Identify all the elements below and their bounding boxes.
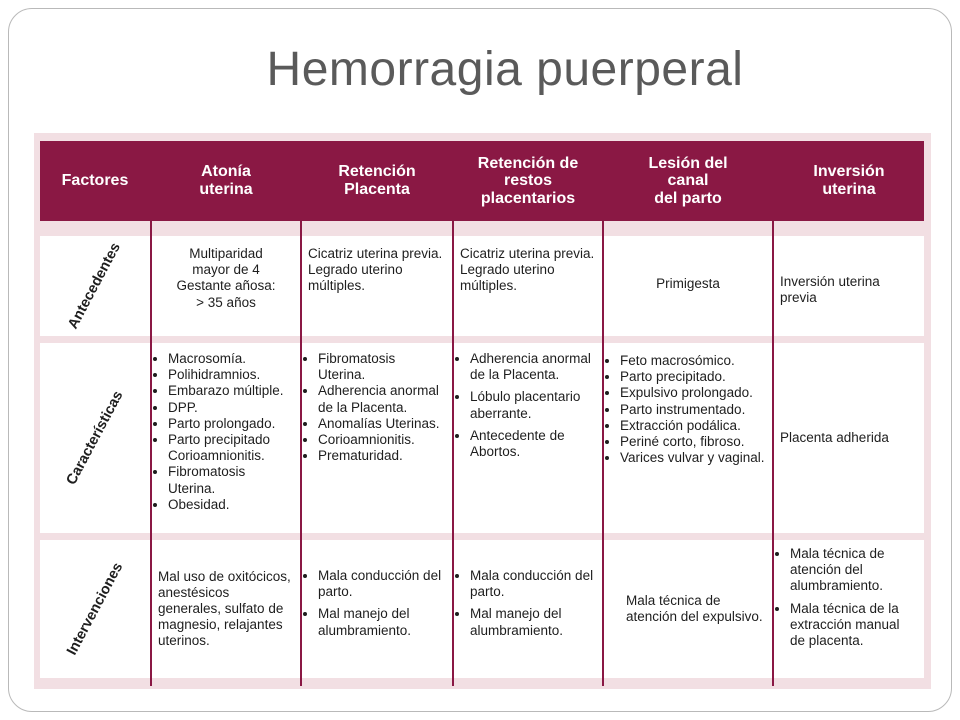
row-label-antecedentes: Antecedentes xyxy=(65,240,125,332)
row-intervenciones xyxy=(40,540,924,678)
header-retencion-restos: Retención de restos placentarios xyxy=(477,154,579,207)
cell-antecedentes-inversion: Inversión uterina previa xyxy=(780,274,880,306)
cell-caracteristicas-retencion-placenta: • Fibromatosis Uterina. • Adherencia anormal de la Placenta. • Anomalías Uterinas. • Corioamnionitis. • Prematuridad. xyxy=(302,343,452,533)
cell-intervenciones-lesion: Mala técnica de atención del expulsivo. xyxy=(626,592,763,624)
cell-antecedentes-atonia: Multiparidad mayor de 4 Gestante añosa: > 35 años xyxy=(176,246,276,310)
cell-antecedentes-retencion-restos: Cicatriz uterina previa. Legrado uterino múltiples. xyxy=(460,246,595,294)
header-factores: Factores xyxy=(61,172,129,190)
cell-intervenciones-atonia: Mal uso de oxitócicos, anestésicos generales, sulfato de magnesio, relajantes uterinos. xyxy=(158,568,291,649)
row-antecedentes xyxy=(40,236,924,336)
header-atonia-uterina: Atonía uterina xyxy=(199,163,253,198)
row-label-caracteristicas: Características xyxy=(63,388,127,488)
cell-antecedentes-retencion-placenta: Cicatriz uterina previa. Legrado uterino múltiples. xyxy=(308,246,443,294)
column-divider xyxy=(300,141,302,686)
column-divider xyxy=(452,141,454,686)
row-caracteristicas xyxy=(40,343,924,533)
cell-caracteristicas-inversion: Placenta adherida xyxy=(780,429,889,445)
cell-intervenciones-inversion: • Mala técnica de atención del alumbramiento. • Mala técnica de la extracción manual de placenta. xyxy=(774,540,924,678)
cell-caracteristicas-retencion-restos: • Adherencia anormal de la Placenta. • Lóbulo placentario aberrante. • Antecedente de Abortos. xyxy=(454,343,602,533)
column-divider xyxy=(150,141,152,686)
header-retencion-placenta: Retención Placenta xyxy=(338,163,416,198)
header-lesion-canal: Lesión del canal del parto xyxy=(648,154,728,207)
cell-intervenciones-retencion-restos: • Mala conducción del parto. • Mal manejo del alumbramiento. xyxy=(454,540,602,678)
column-divider xyxy=(772,141,774,686)
header-inversion-uterina: Inversión uterina xyxy=(813,163,885,198)
factors-table xyxy=(34,133,931,689)
column-divider xyxy=(602,141,604,686)
cell-intervenciones-retencion-placenta: • Mala conducción del parto. • Mal manejo del alumbramiento. xyxy=(302,540,452,678)
cell-caracteristicas-lesion: • Feto macrosómico. • Parto precipitado. • Expulsivo prolongado. • Parto instrumentado. • Extracción podálica. • Periné corto, fibroso. • Varices vulvar y vaginal. xyxy=(604,343,772,533)
slide-title: Hemorragia puerperal xyxy=(266,43,744,96)
cell-caracteristicas-atonia: • Macrosomía. • Polihidramnios. • Embarazo múltiple. • DPP. • Parto prolongado. • Parto precipitado Corioamnionitis. • Fibromatosis Uterina. • Obesidad. xyxy=(152,343,300,533)
row-label-intervenciones: Intervenciones xyxy=(63,560,127,658)
table-header xyxy=(40,141,924,221)
cell-antecedentes-lesion: Primigesta xyxy=(656,276,720,291)
